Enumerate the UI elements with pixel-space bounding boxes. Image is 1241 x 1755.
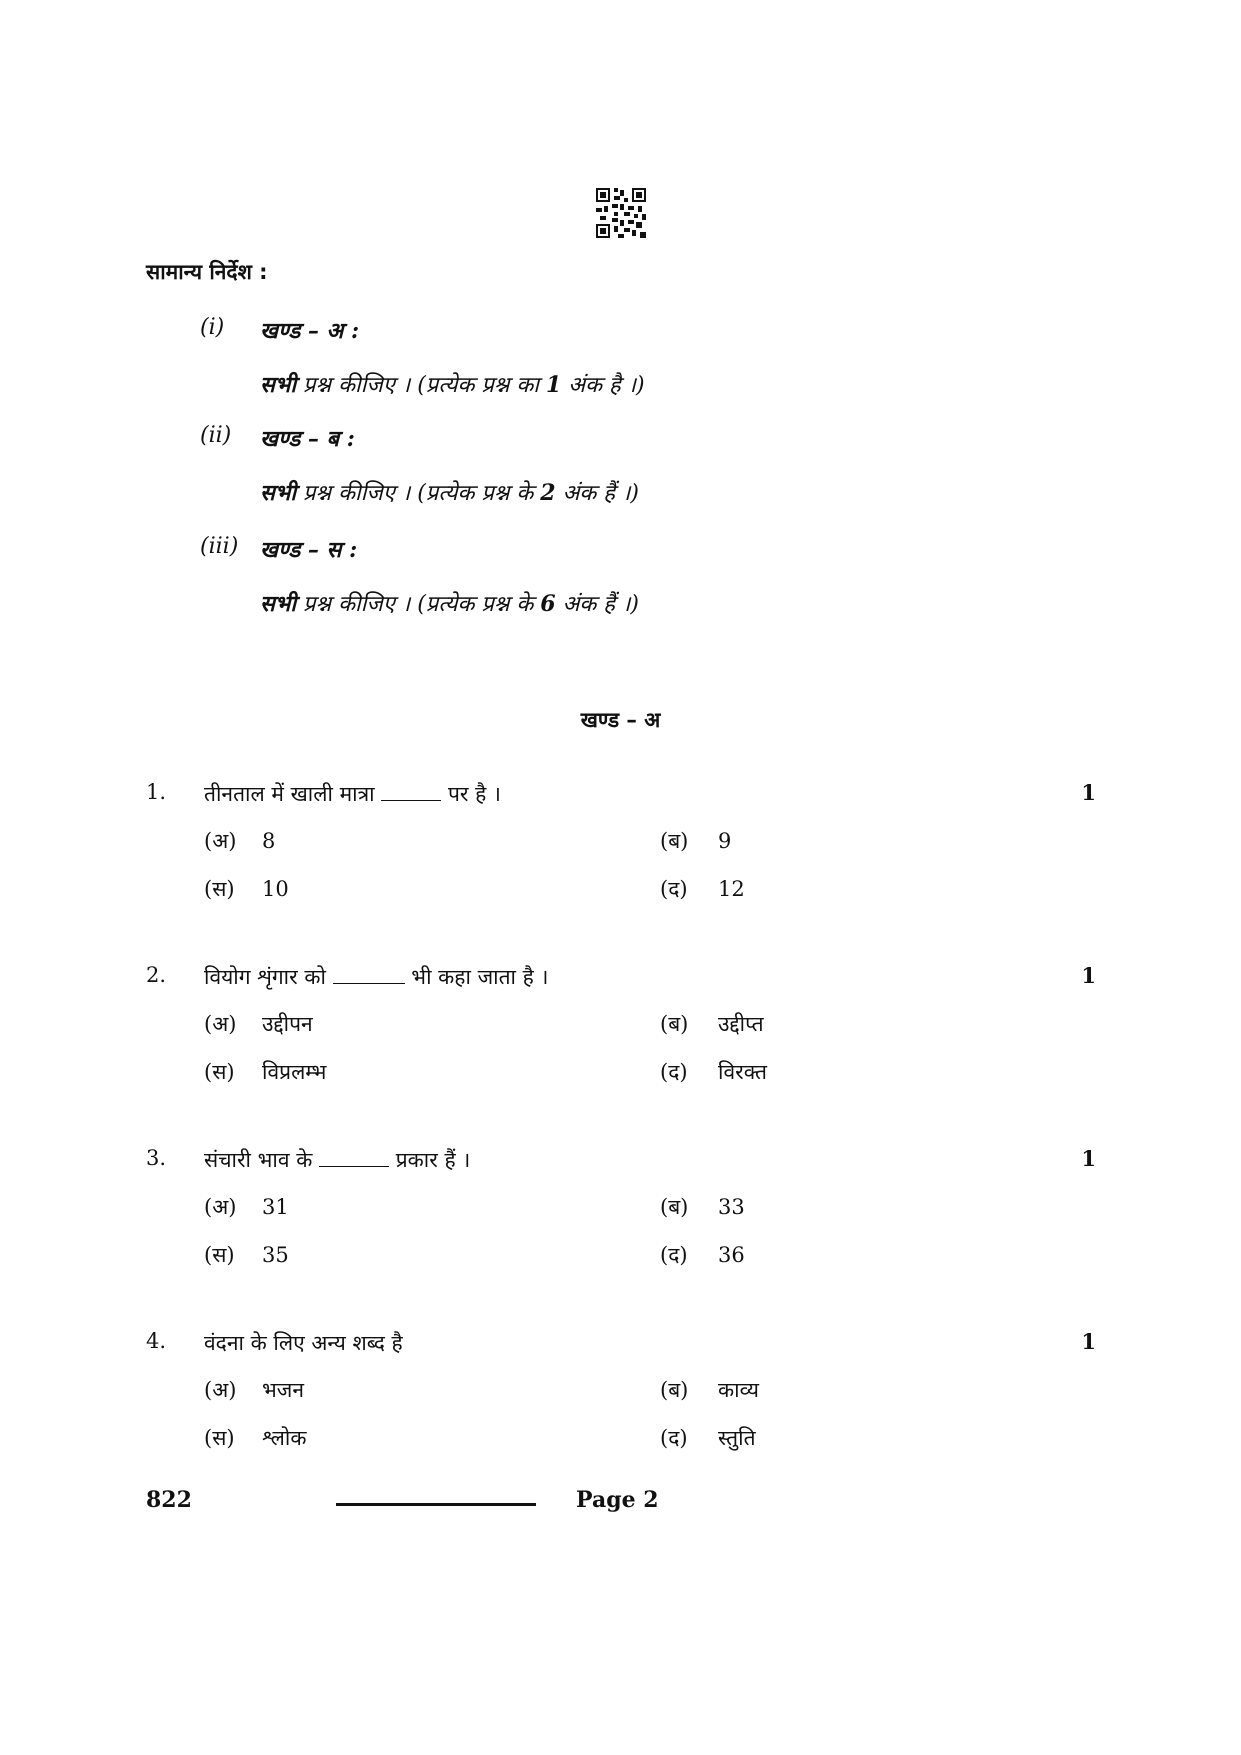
instruction-section: खण्ड – ब : [260, 426, 355, 452]
qr-code-icon [596, 188, 646, 238]
option-a: (अ) उद्दीपन [204, 1012, 313, 1036]
question-item [146, 780, 1096, 930]
page-number: Page 2 [576, 1487, 659, 1513]
instruction-roman: (ii) [200, 423, 232, 448]
instruction-roman: (i) [200, 315, 225, 340]
answer-blank [333, 983, 405, 984]
option-b: (ब) 9 [660, 829, 732, 853]
option-c: (स) 35 [204, 1243, 289, 1267]
option-d: (द) स्तुति [660, 1426, 756, 1450]
answer-blank [319, 1166, 389, 1167]
instruction-roman: (iii) [200, 534, 239, 559]
option-a: (अ) भजन [204, 1378, 304, 1402]
option-b: (ब) उद्दीप्त [660, 1012, 764, 1036]
footer-divider [336, 1503, 536, 1506]
section-title: खण्ड – अ [580, 708, 661, 732]
option-b: (ब) 33 [660, 1195, 745, 1219]
question-text: वियोग शृंगार को भी कहा जाता है । [204, 965, 549, 989]
paper-code: 822 [146, 1487, 192, 1513]
instruction-section: खण्ड – अ : [260, 318, 360, 344]
option-a: (अ) 31 [204, 1195, 289, 1219]
answer-blank [381, 800, 441, 801]
option-c: (स) विप्रलम्भ [204, 1060, 327, 1084]
option-d: (द) 12 [660, 877, 745, 901]
question-text: तीनताल में खाली मात्रा पर है । [204, 782, 501, 806]
question-number: 3. [146, 1146, 167, 1170]
question-marks: 1 [1081, 1329, 1096, 1354]
question-marks: 1 [1081, 963, 1096, 988]
question-item [146, 963, 1096, 1113]
question-item [146, 1329, 1096, 1479]
option-b: (ब) काव्य [660, 1378, 759, 1402]
question-marks: 1 [1081, 1146, 1096, 1171]
question-marks: 1 [1081, 780, 1096, 805]
instruction-line: सभी प्रश्न कीजिए । (प्रत्येक प्रश्न के 6 अंक हैं ।) [260, 591, 639, 617]
question-number: 2. [146, 963, 167, 987]
question-item [146, 1146, 1096, 1296]
question-number: 4. [146, 1329, 167, 1353]
option-c: (स) 10 [204, 877, 289, 901]
option-d: (द) 36 [660, 1243, 745, 1267]
option-c: (स) श्लोक [204, 1426, 307, 1450]
question-number: 1. [146, 780, 167, 804]
option-d: (द) विरक्त [660, 1060, 767, 1084]
instruction-section: खण्ड – स : [260, 537, 358, 563]
general-instructions-heading: सामान्य निर्देश : [146, 260, 268, 284]
instruction-line: सभी प्रश्न कीजिए । (प्रत्येक प्रश्न का 1 अंक है ।) [260, 372, 645, 398]
question-text: संचारी भाव के प्रकार हैं । [204, 1148, 471, 1172]
question-text: वंदना के लिए अन्य शब्द है [204, 1331, 403, 1355]
instruction-line: सभी प्रश्न कीजिए । (प्रत्येक प्रश्न के 2 अंक हैं ।) [260, 480, 639, 506]
option-a: (अ) 8 [204, 829, 276, 853]
